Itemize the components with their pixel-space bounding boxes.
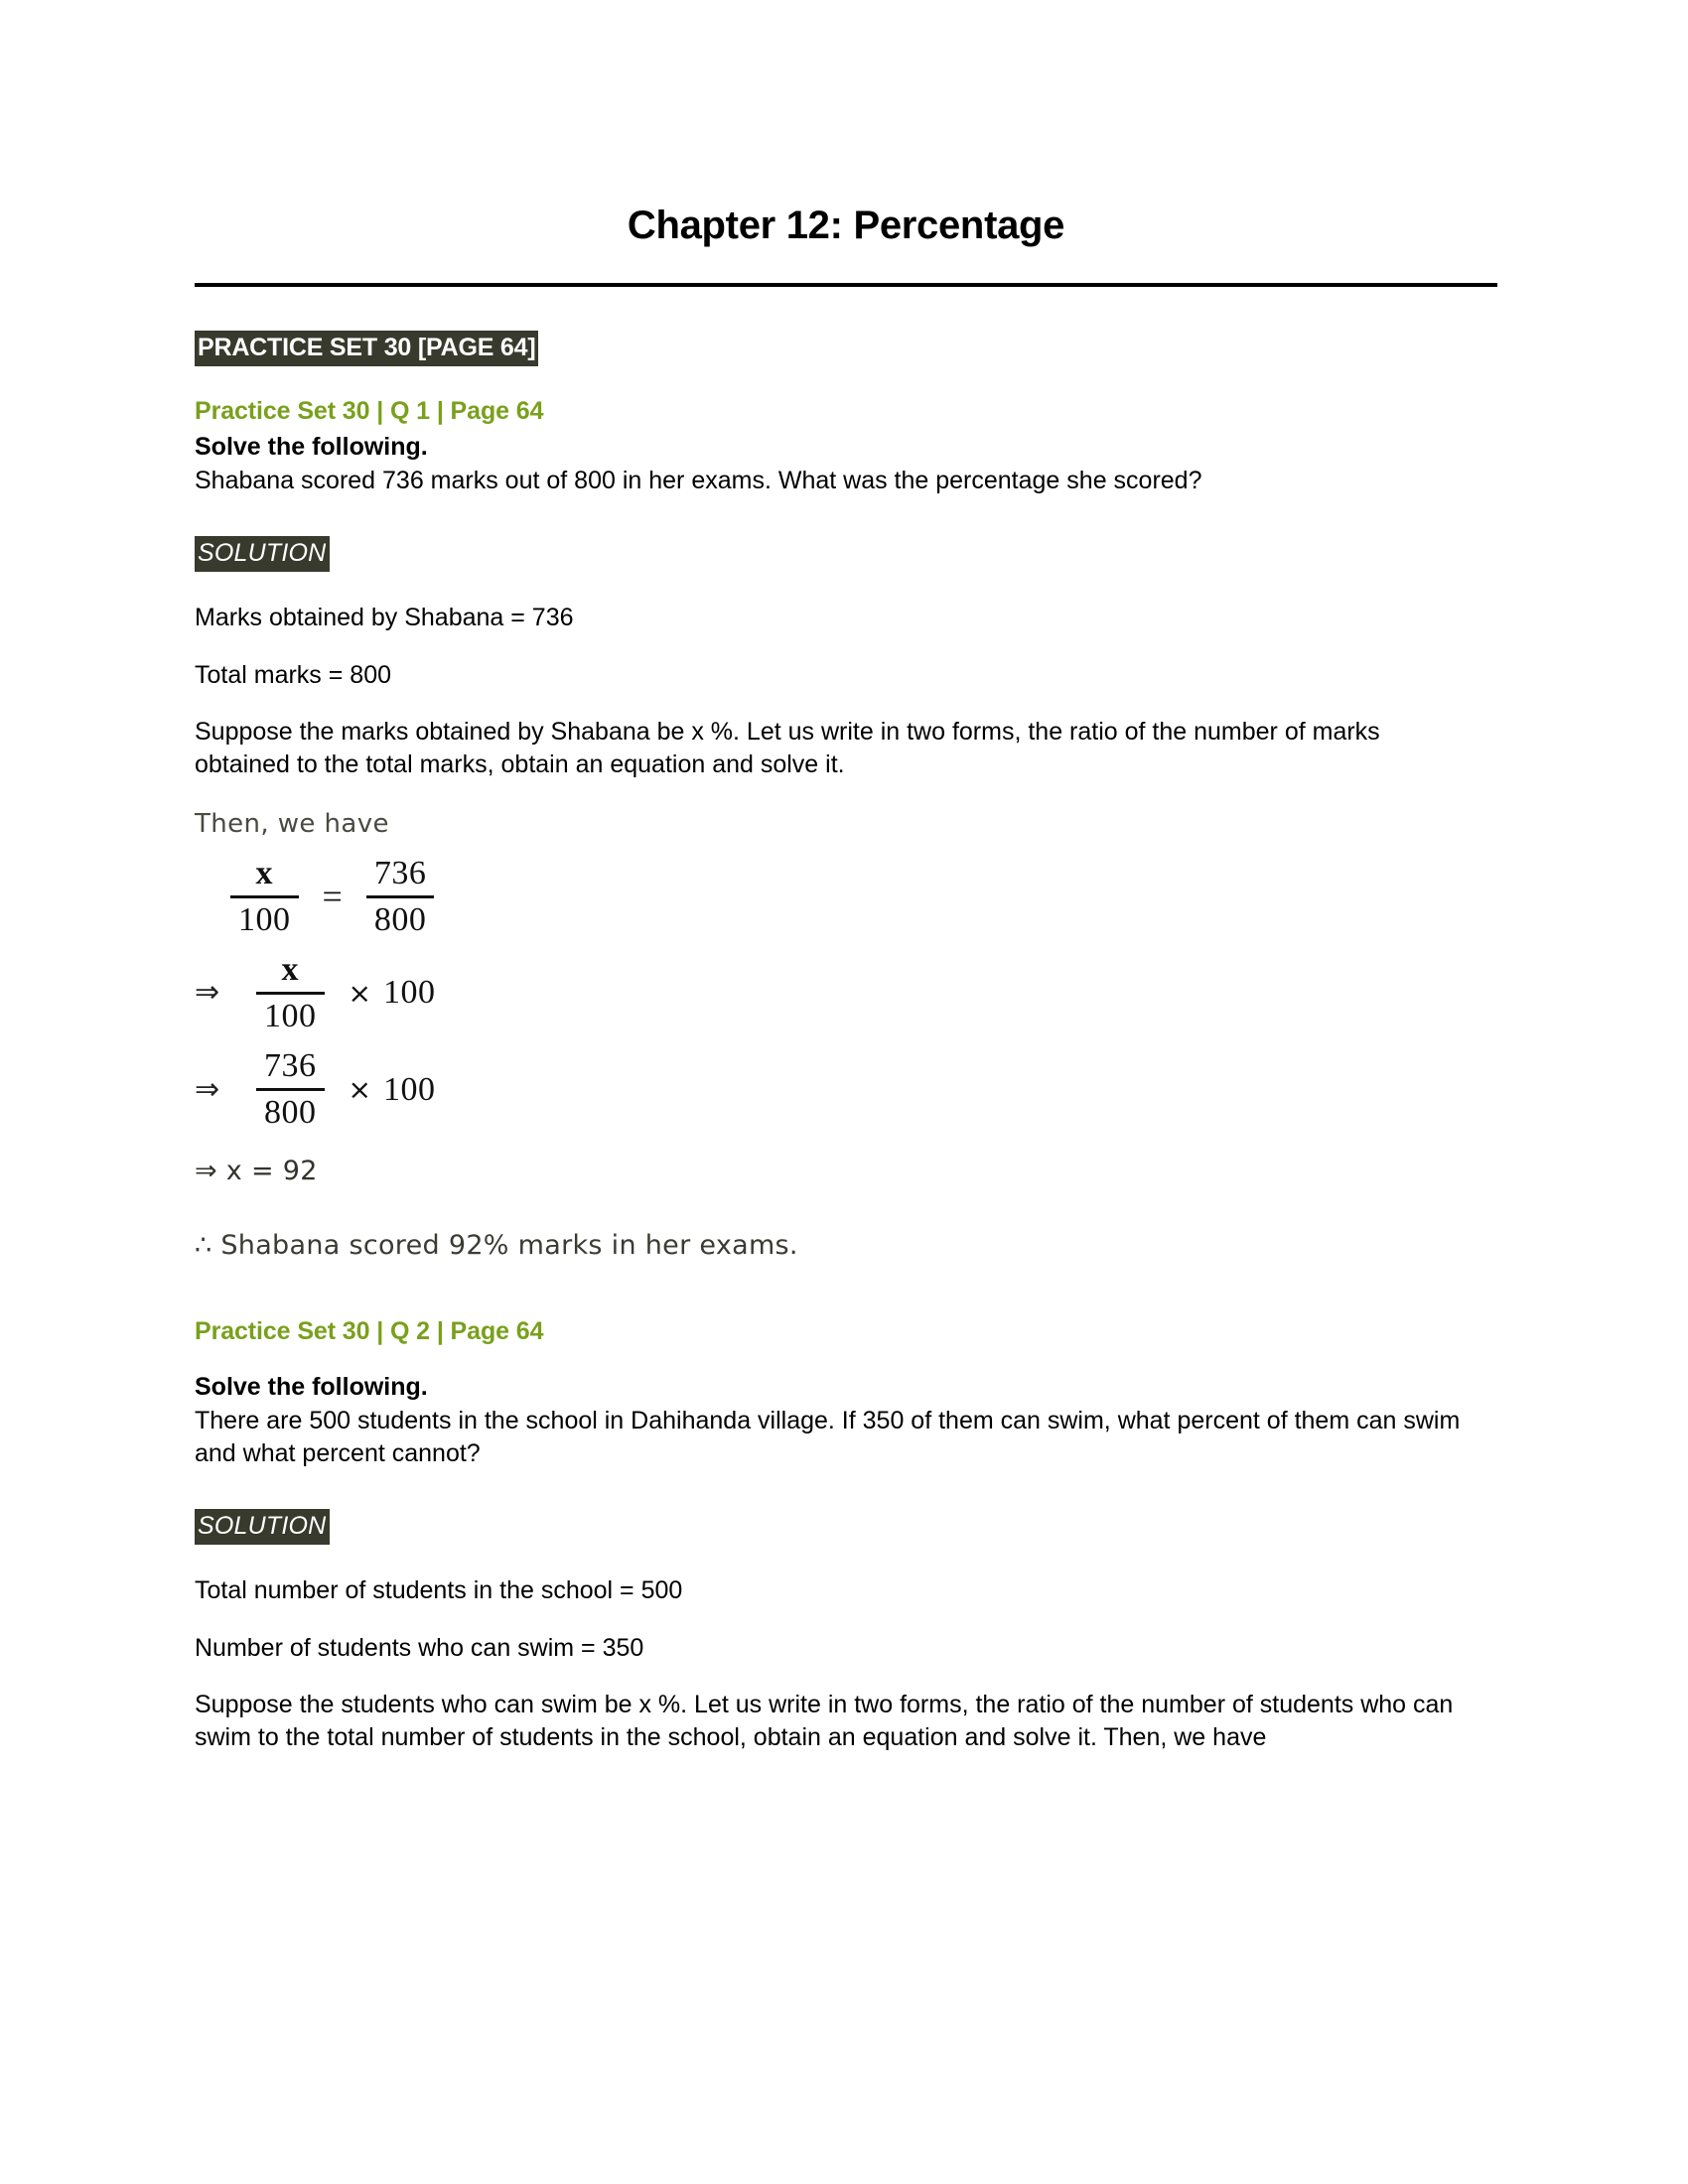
multiply-icon: × [348, 976, 371, 1010]
solution-badge: SOLUTION [195, 1509, 330, 1545]
q2-solution-line-1: Total number of students in the school = 500 [195, 1576, 683, 1605]
fraction-736-over-800 [366, 855, 435, 939]
q1-conclusion: ∴ Shabana scored 92% marks in her exams. [195, 1230, 798, 1262]
question-2-solution-badge-row [195, 1509, 1497, 1545]
fraction-x-over-100 [230, 855, 299, 939]
factor-100: 100 [382, 1070, 436, 1108]
q1-equation-1 [224, 855, 1497, 939]
equals-sign: = [322, 877, 343, 917]
q2-solution-line-3: Suppose the students who can swim be x %. Let us write in two forms, the ratio of the number of students who can swim to the total number of students in the school, obtain an equation and solve it. Then, we have [195, 1691, 1454, 1751]
question-2-heading: Practice Set 30 | Q 2 | Page 64 [195, 1317, 544, 1346]
q2-solution-line-2: Number of students who can swim = 350 [195, 1633, 644, 1662]
factor-100: 100 [382, 974, 436, 1012]
fraction-denominator: 100 [238, 900, 291, 938]
question-1-instruction: Solve the following. [195, 432, 428, 461]
question-1-solution-badge-row [195, 536, 1497, 572]
implies-arrow-icon: ⇒ [195, 1071, 220, 1107]
title-divider [195, 283, 1497, 287]
fraction-x-over-100 [256, 951, 325, 1035]
implies-arrow-icon: ⇒ [195, 975, 220, 1011]
page-title: Chapter 12: Percentage [627, 204, 1065, 247]
fraction-bar [366, 895, 435, 898]
question-2-block [195, 1316, 1497, 1753]
question-1-heading: Practice Set 30 | Q 1 | Page 64 [195, 396, 544, 425]
fraction-numerator: 736 [373, 854, 427, 891]
q1-equation-2 [195, 951, 1497, 1035]
fraction-numerator: x [255, 854, 273, 891]
fraction-denominator: 800 [264, 1094, 317, 1132]
q1-solution-line-3: Suppose the marks obtained by Shabana be x %. Let us write in two forms, the ratio of the number of marks obtained to the total marks, obtain an equation and solve it. [195, 718, 1380, 778]
fraction-736-over-800 [256, 1047, 325, 1132]
page-content [195, 0, 1497, 1753]
fraction-bar [256, 992, 325, 995]
multiply-icon: × [348, 1073, 371, 1107]
fraction-denominator: 800 [373, 900, 427, 938]
practice-set-badge: PRACTICE SET 30 [PAGE 64] [195, 331, 538, 366]
question-1-block [195, 396, 1497, 1262]
q1-equation-result: ⇒ x = 92 [195, 1156, 318, 1187]
q1-solution-line-1: Marks obtained by Shabana = 736 [195, 604, 574, 632]
q1-solution-line-2: Total marks = 800 [195, 660, 392, 689]
q1-math-block [195, 855, 1497, 1186]
fraction-numerator: 736 [264, 1047, 317, 1085]
fraction-bar [256, 1088, 325, 1091]
q1-equation-3 [195, 1047, 1497, 1132]
solution-badge: SOLUTION [195, 536, 330, 572]
question-1-prompt: Shabana scored 736 marks out of 800 in her exams. What was the percentage she scored? [195, 466, 1202, 494]
fraction-numerator: x [281, 950, 299, 988]
practice-set-badge-row [195, 331, 1497, 366]
question-2-instruction: Solve the following. [195, 1373, 428, 1402]
q1-then-we-have: Then, we have [195, 809, 389, 840]
fraction-denominator: 100 [264, 997, 317, 1034]
fraction-bar [230, 895, 299, 898]
question-2-prompt: There are 500 students in the school in Dahihanda village. If 350 of them can swim, what percent of them can swim and what percent cannot? [195, 1407, 1461, 1467]
